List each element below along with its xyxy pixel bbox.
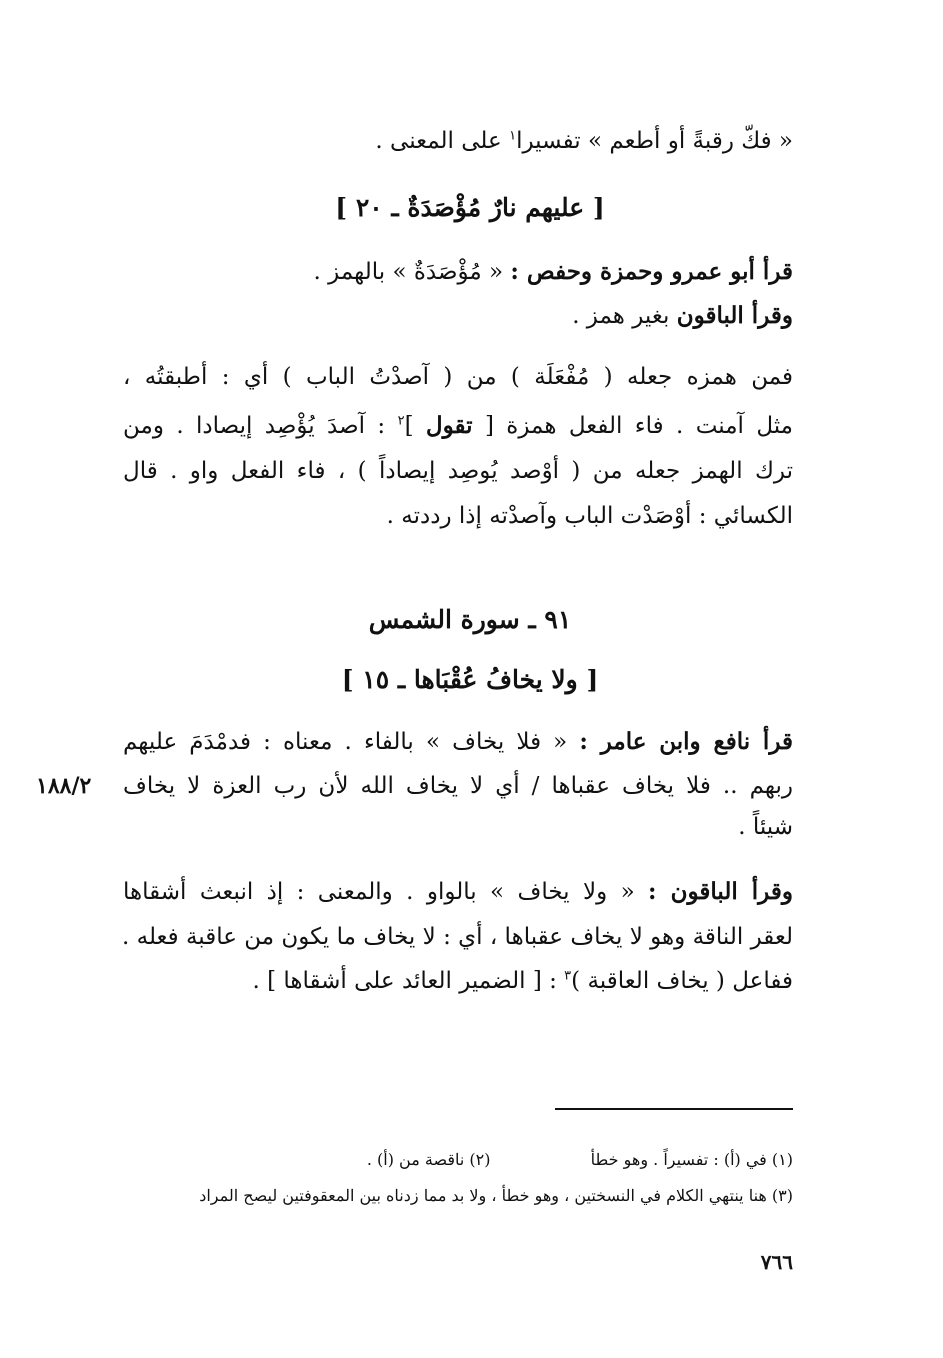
footnote-ref-2: ٢ bbox=[397, 413, 405, 429]
text-line-1 bbox=[123, 128, 793, 156]
para1-line-1: فمن همزه جعله ( مُفْعَلَة ) من ( آصدْتُ الباب ) أي : أطبقتُه ، bbox=[123, 364, 793, 390]
para1-line-2 bbox=[123, 412, 793, 441]
footnote-ref-3: ٣ bbox=[564, 968, 572, 984]
page-number: ٧٦٦ bbox=[760, 1250, 793, 1274]
para2-line-3: شيئاً . bbox=[738, 814, 793, 840]
reciters-label-1: قرأ أبو عمرو وحمزة وحفص : bbox=[510, 258, 793, 285]
manuscript-page-ref: ١٨٨/٢ bbox=[36, 773, 92, 799]
para3-line-3a: ففاعل ( يخاف العاقبة ) bbox=[571, 968, 793, 994]
para3-line-2: لعقر الناقة وهو لا يخاف عقباها ، أي : لا يخاف ما يكون من عاقبة فعله . bbox=[121, 924, 793, 950]
para2-line-1 bbox=[123, 728, 793, 757]
footnote-divider bbox=[555, 1108, 793, 1110]
line-2-rest: « مُؤْصَدَةٌ » بالهمز . bbox=[313, 259, 511, 285]
footnote-3: (٣) هنا ينتهي الكلام في النسختين ، وهو خطأ ، ولا بد مما زدناه بين المعقوفتين ليصح المراد bbox=[199, 1186, 793, 1205]
para1-line-2c: : آصدَ يُؤْصِد إيصادا . ومن bbox=[123, 413, 398, 439]
footnote-ref-1: ١ bbox=[509, 128, 517, 144]
verse-heading-2: [ ولا يخافُ عُقْبَاها ـ ١٥ ] bbox=[341, 665, 599, 694]
reciters-label-3: قرأ نافع وابن عامر : bbox=[579, 728, 794, 755]
para1-line-2a: مثل آمنت . فاء الفعل همزة [ bbox=[472, 413, 793, 439]
para2-line-1-rest: « فلا يخاف » بالفاء . معناه : فدمْدَمَ عليهم bbox=[123, 729, 580, 755]
para3-line-3 bbox=[123, 968, 793, 996]
line-1-end: على المعنى . bbox=[375, 128, 510, 154]
surah-title: ٩١ ـ سورة الشمس bbox=[368, 605, 572, 634]
para3-line-3b: : [ الضمير العائد على أشقاها ] . bbox=[252, 968, 565, 994]
reciters-label-2: وقرأ الباقون bbox=[676, 302, 793, 329]
para1-line-3: ترك الهمز جعله من ( أوْصد يُوصِد إيصاداً ) ، فاء الفعل واو . قال bbox=[123, 458, 793, 484]
para1-bold-word: تقول bbox=[425, 412, 473, 439]
para2-line-2: ربهم .. فلا يخاف عقباها / أي لا يخاف الله لأن رب العزة لا يخاف bbox=[123, 773, 793, 799]
line-1-main: « فكّ رقبةً أو أطعم » تفسيرا bbox=[516, 128, 793, 154]
text-line-3 bbox=[123, 302, 793, 331]
para1-line-2b: ] bbox=[404, 413, 426, 439]
verse-heading-1: [ عليهم نارٌ مُؤْصَدَةٌ ـ ٢٠ ] bbox=[335, 193, 605, 222]
para3-line-1-rest: « ولا يخاف » بالواو . والمعنى : إذ انبعث أشقاها bbox=[123, 879, 649, 905]
para1-line-4: الكسائي : أوْصَدْت الباب وآصدْته إذا رددته . bbox=[386, 503, 793, 529]
line-3-rest: بغير همز . bbox=[572, 303, 677, 329]
footnote-2: (٢) ناقصة من (أ) . bbox=[366, 1150, 491, 1169]
footnote-1: (١) في (أ) : تفسيراً . وهو خطأ bbox=[590, 1150, 793, 1169]
reciters-label-4: وقرأ الباقون : bbox=[648, 878, 793, 905]
footnote-row-1 bbox=[123, 1150, 793, 1169]
para3-line-1 bbox=[123, 878, 793, 907]
text-line-2 bbox=[123, 258, 793, 287]
